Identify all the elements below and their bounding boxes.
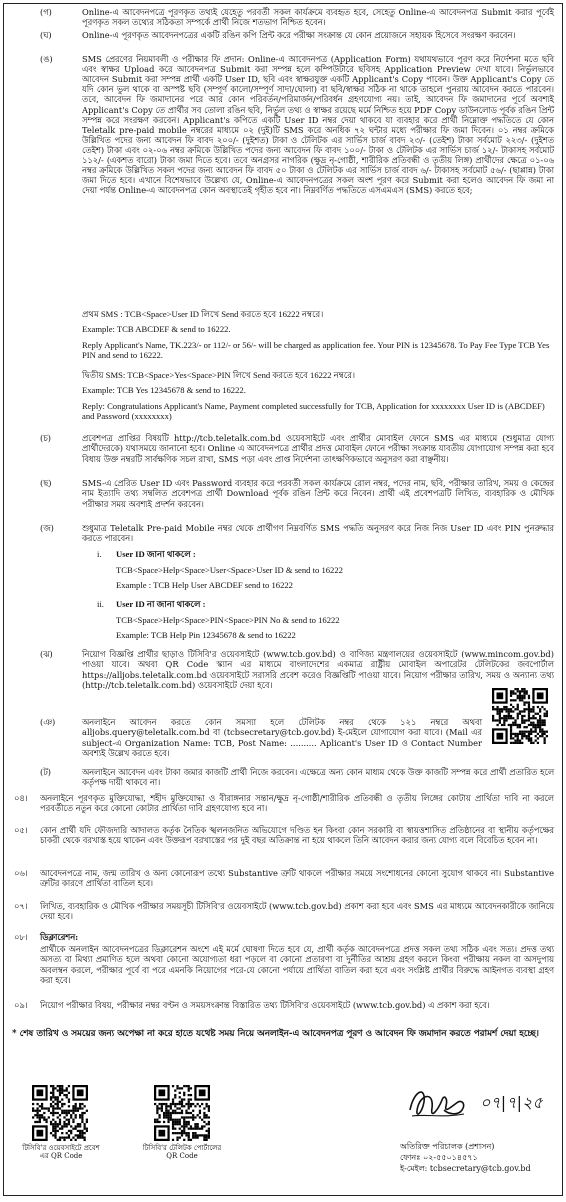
item-circular-sources: নিয়োগ বিজ্ঞপ্তি প্রার্থীর ছাড়াও টিসিবি'র ওয়েবসাইটে (www.tcb.gov.bd) ও বাণিজ্য মন্ত্রণালয়ের ওয়েবসাইটে (www.mincom.gov.bd) পাওয়া যাবে। অথবা QR Code স্ক্যান এর মাধ্যমে বাংলাদেশের একমাত্র রাষ্ট্রীয় মোবাইল অপারেটর টেলিটকের জবপোর্টাল https://alljobs.teletalk.com.bd ওয়েবসাইটে সরাসরি প্রবেশ করেও বিজ্ঞপ্তিটি পাওয়া যাবে। নিয়োগ পরীক্ষার তারিখ, সময় ও অন্যান্য তথ্য (http://tcb.teletalk.com.bd) ওয়েবসাইটে দেয়া হবে। — [82, 649, 554, 690]
recovery-ii-command: TCB<Space>Help<Space>PIN<Space>PIN No & send to 16222 — [116, 615, 340, 625]
item-online-info-note: Online-এ আবেদনপত্রে পূরণকৃত তথ্যই যেহেতু পরবর্তী সকল কার্যক্রমে ব্যবহৃত হবে, সেহেতু Online-এ আবেদনপত্র Submit করার পূর্বেই পূরণকৃত সকল তথ্যের সঠিকতা সম্পর্কে প্রার্থী নিজে শতভাগ নিশ্চিত হবেন। — [82, 7, 554, 28]
handwritten-signature — [404, 1080, 474, 1134]
item-color-copy-note: Online-এ পূরণকৃত আবেদনপত্রের একটি রঙিন কপি প্রিন্ট করে পরীক্ষা সংক্রান্ত যে কোন প্রয়োজনে সহায়ক হিসেবে সংরক্ষণ করবেন। — [82, 30, 516, 40]
handwritten-date: ০৭|৭|২৫ — [480, 1093, 543, 1112]
item-disqualification: কোন প্রার্থী যদি ফৌজদারি আদালত কর্তৃক নৈতিক স্খলনজনিত অভিযোগে দণ্ডিত হন কিংবা কোন সরকারি বা স্বায়ত্তশাসিত প্রতিষ্ঠানের বা স্থানীয় কর্তৃপক্ষের চাকরী থেকে বরখাস্ত হয়ে থাকেন এবং উক্তরূপ বরখাস্তের পর দুই বছর অতিক্রান্ত না হয়ে থাকলে তিনি আবেদন করার জন্য যোগ্য বলে বিবেচিত হবেন না। — [40, 825, 554, 846]
declaration-title: ডিক্লারেশন: — [40, 932, 79, 942]
item-substantive-error: আবেদনপত্রে নাম, জন্ম তারিখ ও অন্য কোনোরূপ তথ্যে Substantive ত্রুটি থাকলে পরীক্ষার সময়ে সংশোধনের কোনো সুযোগ থাকবে না। Substantive ত্রুটির কারণে প্রার্থিতা বাতিল হবে। — [40, 868, 554, 889]
item-mark: (ঘ) — [40, 30, 52, 40]
teletalk-qr-caption: টিসিবি'র টেলিটক পোর্টালের QR Code — [142, 1144, 222, 1161]
item-number: ০৮। — [14, 932, 28, 942]
recovery-i-command: TCB<Space>Help<Space>User<Space>User ID & send to 16222 — [116, 565, 343, 575]
signatory-phone: ফোনঃ ০২-৫৫০১৪৫৭১ — [400, 1152, 478, 1162]
sms-second-instruction: দ্বিতীয় SMS: TCB<Space>Yes<Space>PIN লিখে Send করতে হবে 16222 নম্বরে। — [82, 370, 356, 380]
item-exam-schedule: লিখিত, ব্যবহারিক ও মৌখিক পরীক্ষার সময়সূচী টিসিবি'র ওয়েবসাইটে (www.tcb.gov.bd) প্রকাশ করা হবে এবং SMS এর মাধ্যমে আবেদনকারীকে জানিয়ে দেয়া হবে। — [40, 901, 554, 922]
sms-first-reply: Reply Applicant's Name, TK.223/- or 112/- or 56/- will be charged as application fee. Your PIN is 12345678. To Pay Fee Type TCB Yes PIN and send to 16222. — [82, 340, 550, 361]
recovery-ii-example: Example: TCB Help Pin 12345678 & send to 16222 — [116, 630, 296, 640]
item-quota-claim: অনলাইনে পূরণকৃত মুক্তিযোদ্ধা, শহীদ মুক্তিযোদ্ধা ও বীরাঙ্গনার সন্তান/ক্ষুদ্র নৃ-গোষ্ঠী/শারীরিক প্রতিবন্ধী ও তৃতীয় লিঙ্গের কোটায় প্রার্থিতা দাবি না করলে পরবর্তীতে নতুন করে কোনো কোটার প্রার্থিতা দাবি গ্রহণযোগ্য হবে না। — [40, 793, 554, 814]
item-mark: (ঙ) — [40, 54, 53, 64]
recovery-i-example: Example : TCB Help User ABCDEF send to 16222 — [116, 580, 293, 590]
recovery-i-title: User ID জানা থাকলে : — [116, 549, 196, 559]
sms-second-reply: Reply: Congratulations Applicant's Name, Payment completed successfully for TCB, Application for xxxxxxxx User ID is (ABCDEF) and Password (xxxxxxxx) — [82, 401, 545, 422]
item-number: ০৬। — [14, 868, 28, 878]
sms-first-example: Example: TCB ABCDEF & send to 16222. — [82, 324, 231, 334]
sms-second-example: Example: TCB Yes 12345678 & send to 16222. — [82, 385, 246, 395]
item-mark: (ট) — [40, 767, 51, 777]
sms-first-instruction: প্রথম SMS : TCB<Space>User ID লিখে Send করতে হবে 16222 নম্বরে। — [82, 309, 324, 319]
recovery-ii-title: User ID না জানা থাকলে : — [116, 599, 206, 609]
item-number: ০৫। — [14, 825, 28, 835]
teletalk-qr-code — [154, 1085, 210, 1141]
item-exam-details: নিয়োগ পরীক্ষার বিষয়, পরীক্ষার নম্বর বণ্টন ও সময়সংক্রান্ত বিস্তারিত তথ্য টিসিবি'র ওয়েবসাইটে (www.tcb.gov.bd) এ প্রকাশ করা হবে। — [40, 1000, 490, 1010]
tcb-qr-caption: টিসিবি'র ওয়েবসাইটে প্রবেশ এর QR Code — [22, 1144, 100, 1161]
item-admit-card-info: প্রবেশপত্র প্রাপ্তির বিষয়টি http://tcb.teletalk.com.bd ওয়েবসাইটে এবং প্রার্থীর মোবাইল ফোনে SMS এর মাধ্যমে (শুধুমাত্র যোগ্য প্রার্থীদেরকে) যথাসময়ে জানানো হবে। Online এ আবেদনপত্রে প্রার্থীর প্রদত্ত মোবাইল ফোনে পরীক্ষা সংক্রান্ত যাবতীয় যোগাযোগ সম্পন্ন করা হবে বিধায় উক্ত নম্বরটি সার্বক্ষণিক সচল রাখা, SMS পড়া এবং প্রাপ্ত নির্দেশনা তাৎক্ষণিকভাবে অনুসরণ করা বাঞ্ছনীয়। — [82, 433, 554, 464]
signatory-designation: অতিরিক্ত পরিচালক (প্রশাসন) — [400, 1142, 495, 1151]
item-sms-fee-rules: SMS প্রেরণের নিয়মাবলী ও পরীক্ষার ফি প্রদান: Online-এ আবেদনপত্র (Application Form) যথাযথভাবে পূরণ করে নির্দেশনা মতে ছবি এবং স্বাক্ষর Upload করে আবেদনপত্র Submit করা সম্পন্ন হলে কম্পিউটারে ছবিসহ Application Preview দেখা যাবে। নির্ভুলভাবে আবেদন Submit করা সম্পন্ন প্রার্থী একটি User ID, ছবি এবং স্বাক্ষরযুক্ত একটি Applicant's Copy পাবেন। উক্ত Applicant's Copy তে যদি কোন ভুল থাকে বা অস্পষ্ট ছবি (সম্পূর্ণ কালো/সম্পূর্ণ সাদা/ঘোলা) বা ছবি/স্বাক্ষর সঠিক না থাকে তাহলে পুনরায় আবেদন করতে পারবেন। তবে, আবেদন ফি জমাদানের পরে আর কোন পরিবর্তন/পরিমার্জন/পরিবর্ধন গ্রহণযোগ্য নয়। তাই, আবেদন ফি জমাদানের পূর্বে অবশ্যই Applicant's Copy তে প্রার্থীর সব তোলা রঙিন ছবি, নির্ভুল তথ্য ও স্বাক্ষর রয়েছে মর্মে নিশ্চিত হয়ে PDF Copy ডাউনলোড পূর্বক রঙিন প্রিন্ট সম্পন্ন করে সংরক্ষণ করবেন। Applicant's কপিতে একটি User ID নম্বর দেয়া থাকবে যা ব্যবহার করে প্রার্থী নিম্নোক্ত পদ্ধতিতে যে কোন Teletalk pre-paid mobile নম্বরের মাধ্যমে ০২ (দুই)টি SMS করে অনধিক ৭২ ঘন্টার মধ্যে পরীক্ষার ফি জমা দিবেন। ০১ নম্বর ক্রমিকে উল্লিখিত পদের জন্য আবেদন ফি বাবদ ২০০/- (দুইশত) টাকা ও টেলিটক এর সার্ভিস চার্জ বাবদ ২৩/- (তেইশ) টাকা সর্বমোট ২২৩/- (দুইশত তেইশ) টাকা এবং ০২-০৬ নম্বর ক্রমিকে উল্লিখিত পদের জন্য আবেদন ফি বাবদ ১০০/- টাকা ও টেলিটক এর সার্ভিস চার্জ ১২/- টাকাসহ সর্বমোট ১১২/- (একশত বারো) টাকা জমা দিতে হবে। তবে অনগ্রসর নাগরিক (ক্ষুদ্র নৃ-গোষ্ঠী, শারীরিক প্রতিবন্ধী ও তৃতীয় লিঙ্গ) প্রার্থীদের ক্ষেত্রে ০১-০৬ নম্বর ক্রমিকে উল্লিখিত সকল পদের জন্য আবেদন ফি বাবদ ৫০ টাকা ও টেলিটক এর সার্ভিস চার্জ বাবদ ৬/- টাকাসহ সর্বমোট ৫৬/- (ছাপ্পান্ন) টাকা জমা দিতে হবে। এখানে বিশেষভাবে উল্লেখ্য যে, Online-এ আবেদনপত্রের সকল অংশ পূরণ করে Submit করা হলেও আবেদন ফি জমা না দেয়া পর্যন্ত Online-এ আবেদনপত্র কোন অবস্থাতেই গৃহীত হবে না। নিম্নবর্ণিত পদ্ধতিতে এসএমএস (SMS) করতে হবে; — [82, 54, 554, 196]
item-contact-support: অনলাইনে আবেদন করতে কোন সমস্যা হলে টেলিটক নম্বর থেকে ১২১ নম্বরে অথবা alljobs.query@teletalk.com.bd বা (tcbsecretary@tcb.gov.bd) ই-মেইলে যোগাযোগ করা যাবে। (Mail এর subject-এ Organization Name: TCB, Post Name: .......... Aplicant's User ID ও Contact Number অবশ্যই উল্লেখ করতে হবে। — [82, 717, 482, 758]
item-admit-card-download: SMS-এ প্রেরিত User ID এবং Password ব্যবহার করে পরবর্তী সকল কার্যক্রমে রোল নম্বর, পদের নাম, ছবি, পরীক্ষার তারিখ, সময় ও কেন্দ্রের নাম ইত্যাদি তথ্য সম্বলিত প্রবেশপত্র প্রার্থী Download পূর্বক রঙিন প্রিন্ট করে নিবেন। প্রার্থী এই প্রবেশপত্রটি লিখিত, ব্যবহারিক ও মৌখিক পরীক্ষার সময় অবশ্যই প্রদর্শন করবেন। — [82, 478, 554, 509]
deadline-advice-note: * শেষ তারিখ ও সময়ের জন্য অপেক্ষা না করে হাতে যথেষ্ট সময় নিয়ে অনলাইন-এ আবেদনপত্র পূরণ ও আবেদন ফি জমাদান করতে পরামর্শ দেয়া হচ্ছে। — [12, 1029, 539, 1039]
signatory-email: ই-মেইল: tcbsecretary@tcb.gov.bd — [400, 1163, 531, 1173]
item-recovery-intro: শুধুমাত্র Teletalk Pre-paid Mobile নম্বর থেকে প্রার্থীগণ নিম্নবর্ণিত SMS পদ্ধতি অনুসরণ করে নিজ নিজ User ID এবং PIN পুনরুদ্ধার করতে পারবেন। — [82, 523, 555, 544]
teletalk-portal-qr-code — [492, 688, 548, 744]
item-declaration: প্রার্থীকে অনলাইন আবেদনপত্রের ডিক্লারেশন অংশে এই মর্মে ঘোষণা দিতে হবে যে, প্রার্থী কর্তৃক আবেদনপত্রে প্রদত্ত সকল তথ্য সঠিক এবং সত্য। প্রদত্ত তথ্য অসত্য বা মিথ্যা প্রমাণিত হলে অথবা কোনো অযোগ্যতা ধরা পড়লে বা কোনো প্রতারণা বা দুর্নীতির আশ্রয় গ্রহণ করলে কিংবা পরীক্ষায় নকল বা অসদুপায় অবলম্বন করলে, পরীক্ষার পূর্বে বা পরে এমনকি নিয়োগের পরে-যে কোনো পর্যায়ে প্রার্থিতা বাতিল করা হবে এবং সংশ্লিষ্ট প্রার্থীর বিরুদ্ধে আইনগত ব্যবস্থা গ্রহণ করা হবে। — [40, 944, 554, 985]
item-number: ০৪। — [14, 793, 28, 803]
item-number: ০৭। — [14, 901, 28, 911]
item-mark: (ছ) — [40, 478, 52, 488]
item-mark: (গ) — [40, 7, 52, 17]
item-mark: (চ) — [40, 433, 51, 443]
item-mark: (ঞ) — [40, 717, 56, 727]
signatory-block — [400, 1142, 560, 1174]
item-self-apply-warning: অনলাইনে আবেদন এবং টাকা জমার কাজটি প্রার্থী নিজে করবেন। এক্ষেত্রে অন্য কোন মাধ্যম থেকে উক্ত কাজটি সম্পন্ন করে প্রার্থী প্রতারিত হলে কর্তৃপক্ষ দায়ী থাকবে না। — [82, 767, 554, 788]
item-mark: (জ) — [40, 523, 54, 533]
tcb-website-qr-code — [32, 1085, 88, 1141]
item-mark: (ঝ) — [40, 649, 53, 659]
recovery-i-label: i. — [97, 549, 102, 559]
circular-page — [3, 3, 563, 1196]
item-number: ০৯। — [14, 1000, 28, 1010]
recovery-ii-label: ii. — [97, 599, 104, 609]
